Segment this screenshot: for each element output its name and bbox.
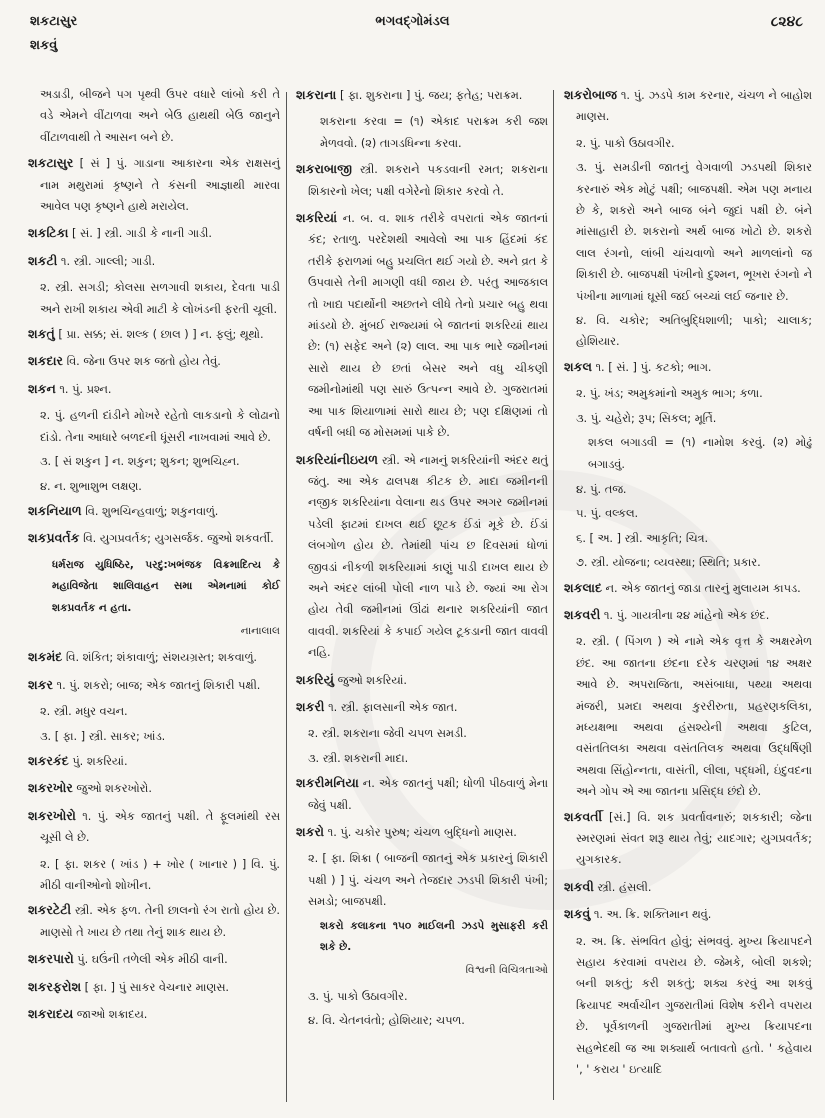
headword: શકટી <box>28 252 58 268</box>
usage-quote: ધર્મરાજ યુધિષ્ઠિર, પરદુ:ખભંજક વિક્રમાદિત્ય કે મહાવિજેતા શાલિવાહન સમા એમનામાં કોઈ શકપ્રવર્તક ન હતા. <box>52 558 280 614</box>
headword: શકરીમનિયા <box>296 775 359 791</box>
definition: વિ. શંકિત; શંકાવાળું; સંશયગ્રસ્ત; શકવાળું. <box>62 651 257 665</box>
dictionary-entry <box>28 976 280 998</box>
dictionary-entry <box>28 948 280 970</box>
dictionary-entry <box>28 378 280 400</box>
dictionary-entry <box>28 777 280 799</box>
headword: શકન <box>28 380 56 396</box>
headword: શકટાસુર <box>28 155 74 171</box>
headword: શકતું <box>28 326 55 342</box>
headword: શકરી <box>296 698 325 714</box>
dictionary-entry <box>296 696 548 718</box>
dictionary-entry <box>564 876 812 898</box>
dictionary-entry <box>296 207 548 443</box>
sense-definition: ૪. વિ. ચકોર; અતિબુદ્ધિશાળી; પાકો; ચાલાક; હોશિયાર. <box>576 314 812 349</box>
headword: શકનિયાળ <box>28 502 82 518</box>
dictionary-entry <box>564 577 812 599</box>
headword: શકરફરોશ <box>28 978 82 994</box>
sense-definition: ૪. વિ. ચેતનવંતો; હોશિયાર; ચપળ. <box>308 1014 465 1028</box>
sense-definition: ૨. સ્ત્રી. ( પિંગળ ) એ નામે એક વૃત્ત કે અક્ષરમેળ છંદ. આ જાતના છંદના દરેક ચરણમાં ૧૪ અક્ષર આવે છે. અપરાજિતા, અસંબાધા, પથ્યા અથવા મંજરી, પ્રમદા અથવા કુરરીરુતા, પ્રહરણકલિકા, મધ્યક્ષભા અથવા હંસશ્યેની અથવા કુટિલ, વસંતતિલકા અથવા વસંતતિલક અથવા ઉદ્ધર્ષિણી અથવા સિંહોન્નતા, વાસંતી, લીલા, પદ્ધમી, ઇંદુવદના અને ગોપ એ આ જાતના પ્રસિદ્ધ છંદો છે. <box>576 635 812 799</box>
dictionary-entry <box>296 449 548 664</box>
column-2 <box>296 84 548 1035</box>
headword: શકરિયાં <box>296 210 338 226</box>
definition: જુઓ શકરખોરો. <box>72 782 152 796</box>
headword: શકરિયાંનીઇયળ <box>296 451 378 467</box>
dictionary-entry <box>296 669 548 691</box>
definition: ન. બ. વ. શાક તરીકે વપરાતાં એક જાતનાં કંદ; રતાળુ. પરદેશથી આવેલો આ પાક હિંદમાં કંદ તરીકે ફરાળમાં બહુ પ્રચલિત થઈ ગયો છે. અને વ્રત કે ઉપવાસે તેની માગણી વધી જાય છે. પરંતુ આજકાલ તો ખાદ્ય પદાર્થોની અછતને લીધે તેનો પ્રચાર બહુ થવા માંડયો છે. મુંબઈ રાજ્યમાં બે જાતનાં શકરિયાં થાય છે: (૧) સફેદ અને (૨) લાલ. આ પાક ભારે જમીનમાં સારો થાય છે છતાં બેસર અને વધુ ચીકણી જમીનોમાંથી પણ સારું ઉત્પન્ન આવે છે. ગુજરાતમાં આ પાક શિયાળામાં સારો થાય છે; પણ દક્ષિણમાં તો વર્ષની બધી જ મોસમમાં પાકે છે. <box>308 212 548 440</box>
page-header <box>0 0 825 36</box>
sense-definition: ૭. સ્ત્રી. યોજના; વ્યવસ્થા; સ્થિતિ; પ્રકાર. <box>576 556 761 570</box>
headword: શકવી <box>564 878 594 894</box>
column-divider <box>553 90 554 1100</box>
quote-source: વિશ્વની વિચિત્રતાઓ <box>465 964 548 977</box>
sense-definition: ૪. પું. તજ. <box>576 482 627 496</box>
headword: શકરકંદ <box>28 752 69 768</box>
dictionary-entry <box>28 350 280 372</box>
headword: શકરખોરો <box>28 807 76 823</box>
sense-definition: ૩. પું. સમડીની જાતનું વેગવાળી ઝડપથી શિકાર કરનારું એક મોટું પક્ષી; બાજપક્ષી. એમ પણ મનાય છે કે, શકરો અને બાજ બંને જુદાં પક્ષી છે. બંને માંસાહારી છે. શકરાનો અર્થ બાજ ખોટો છે. શકરો લાલ રંગનો, લાંબી ચાંચવાળો અને માળલાંનો જ શિકારી છે. બાજપક્ષી પંખીનો દુશ્મન, ભૂખરા રંગનો ને પંખીના માળામાં ઘૂસી જઈ બચ્ચાં લઈ જનાર છે. <box>576 161 812 303</box>
definition: પું. શકરિયાં. <box>68 754 128 768</box>
dictionary-entry <box>28 899 280 943</box>
sense-definition: ૨. પું. હળની દાંડીને મોખરે રહેતો લાકડાનો કે લોઢાનો દાંડો. તેના આધારે બળદની ધૂંસરી નાખવામાં આવે છે. <box>40 409 280 444</box>
second-guideword: શકવું <box>30 38 58 53</box>
sense-definition: ૨. પું. પાકો ઉઠાવગીર. <box>576 136 675 150</box>
definition: ન. એક જાતનું પક્ષી; ધોળી પીઠવાળું મેના જેવું પક્ષી. <box>308 777 548 812</box>
sense-definition: ૨. પું. ખંડ; અમુકમાંનો અમુક ભાગ; કળા. <box>576 387 763 401</box>
dictionary-entry <box>28 500 280 522</box>
definition: ૧. પું. પ્રશ્ન. <box>55 382 112 396</box>
headword: શકવર્તી <box>564 808 603 824</box>
definition: ૧. અ. ક્રિ. શક્તિમાન થવું. <box>590 908 712 922</box>
dictionary-entry <box>28 222 280 244</box>
dictionary-entry <box>564 604 812 626</box>
dictionary-entry <box>564 84 812 128</box>
sense-definition: ૬. [ અ. ] સ્ત્રી. આકૃતિ; ચિત્ર. <box>576 531 709 545</box>
sense-definition: ૨. સ્ત્રી. મધુર વચન. <box>40 705 128 719</box>
definition: [સં.] વિ. શક પ્રવર્તાવનારું; શકકારી; જેના સ્મરણમાં સંવત શરૂ થાય તેવું; યાદગાર; યુગપ્રવર્તક; યુગકારક. <box>576 810 812 867</box>
dictionary-title: ભગવદ્ગોમંડલ <box>375 14 450 29</box>
dictionary-entry <box>296 84 548 106</box>
dictionary-entry <box>296 772 548 816</box>
dictionary-entry <box>296 821 548 843</box>
sense-definition: ૨. [ ફા. શકર ( ખાંડ ) + ખોર ( ખાનાર ) ] વિ. પું. મીઠી વાનીઓનો શોખીન. <box>40 857 280 892</box>
column-1 <box>28 84 280 1030</box>
page-number: ૮૨૪૮ <box>770 14 803 30</box>
sense-definition: ૨. અ. ક્રિ. સંભવિત હોવું; સંભવવું. મુખ્ય ક્રિયાપદને સહાય કરવામાં વપરાય છે. જેમકે, બોલી શકશે; બની શકતું; કરી શકતું; શક્ય કરવું આ શકવું ક્રિયાપદ અર્વાચીન ગુજરાતીમાં વિશેષ કરીને વપરાય છે. પૂર્વકાળની ગુજરાતીમાં મુખ્ય ક્રિયાપદના સહભેદથી જ આ શક્યાર્થ બતાવતો હતો. ' કહેવાય ', ' કરાય ' ઇત્યાદિ <box>576 934 812 1077</box>
dictionary-entry <box>564 903 812 925</box>
definition: ૧. પું. ઝડપે કામ કરનાર, ચંચળ ને બાહોશ માણસ. <box>576 89 812 124</box>
idiom-phrase: શકલ બગાડવી = (૧) નામોશ કરવું. (૨) મોઢું બગાડવું. <box>588 436 812 471</box>
definition: ૧. પું. ગાયત્રીના ૨૪ માંહેનો એક છંદ. <box>600 608 770 622</box>
headword: શકરાદય <box>28 1006 74 1022</box>
idiom-phrase: શકરાના કરવા = (૧) એકાદ પરાક્રમ કરી જશ મેળવવો. (૨) તાગડધિન્ના કરવા. <box>320 115 548 150</box>
definition: વિ. શુભચિન્હવાળું; શકુનવાળું. <box>81 504 219 518</box>
definition: ૧. પું. ચકોર પુરુષ; ચંચળ બુદ્ધિનો માણસ. <box>324 826 517 839</box>
definition: ૧. પું. એક જાતનું પક્ષી. તે ફૂલમાંથી રસ ચૂસી લે છે. <box>40 809 280 845</box>
definition: વિ. યુગપ્રવર્તક; યુગસર્જક. જુઓ શકવર્તી. <box>79 532 274 546</box>
sense-definition: ૩. સ્ત્રી. શકરાની માદા. <box>308 751 409 765</box>
definition: [ પ્રા. સક્ક; સં. શલ્ક ( છાલ ) ] ન. ફલું; થૂથો. <box>54 328 264 342</box>
headword: શકરપારો <box>28 951 74 967</box>
sense-definition: ૩. [ ફા. ] સ્ત્રી. સાકર; ખાંડ. <box>40 729 166 743</box>
definition: સ્ત્રી. એ નામનું શકરિયાંની અંદર થતું જંતુ. આ એક ઢાલપક્ષ કીટક છે. માદા જમીનની નજીક શકરિયાંના વેલાના થડ ઉપર અગર જમીનમાં પડેલી ફાટમાં દાખલ થઈ છૂટક ઈંડાં મૂકે છે. ઈંડાં લંબગોળ હોય છે. તેમાંથી પાંચ છ દિવસમાં ધોળાં જીવડાં નીકળી શકરિયામાં કાણું પાડી દાખલ થાય છે અને અંદર લાંબી પોલી નાળ પાડે છે. જ્યાં આ રોગ હોય તેવી જમીનમાં ઊંઢાં થનાર શકરિયાંની જાત વાવવી. શકરિયાં કે કપાઈ ગયેલ ટૂકડાની જાત વાવવી નહિ. <box>308 453 548 660</box>
definition: [ ફા. ] પું સાકર વેચનાર માણસ. <box>81 980 229 994</box>
definition: ૧. [ સં. ] પું. કટકો; ભાગ. <box>591 360 712 374</box>
headword: શકરખોર <box>28 780 73 796</box>
dictionary-entry <box>564 806 812 871</box>
sense-definition: ૨. સ્ત્રી. સગડી; કોલસા સળગાવી શકાય, દેવતા પાડી અને રાખી શકાય એવી માટી કે લોખંડની ફરતી ચૂલી. <box>40 281 280 316</box>
definition: ૧. સ્ત્રી. ફાલસાની એક જાત. <box>324 700 458 714</box>
dictionary-entry <box>28 805 280 849</box>
dictionary-entry <box>28 323 280 345</box>
dictionary-entry <box>28 646 280 668</box>
headword: શકવું <box>564 906 591 922</box>
headword: શકમંદ <box>28 649 63 665</box>
column-3 <box>564 84 812 1083</box>
dictionary-entry <box>28 152 280 217</box>
sense-definition: ૩. [ સં શકુન ] ન. શકુન; શુકન; શુભચિહ્ન. <box>40 455 240 469</box>
headword: શકટિકા <box>28 225 69 241</box>
definition: જુઓ શકરિયાં. <box>334 673 407 687</box>
definition: ૧. પું. શકરો; બાજ; એક જાતનું શિકારી પક્ષી. <box>52 678 261 692</box>
dictionary-entry <box>564 356 812 378</box>
dictionary-entry <box>28 250 280 272</box>
headword: શકવરી <box>564 606 601 622</box>
dictionary-entry <box>28 1003 280 1025</box>
definition: સ્ત્રી. શકરાને પકડવાની રમત; શકરાના શિકારનો ખેલ; પક્ષી વગેરેનો શિકાર કરવો તે. <box>308 163 548 198</box>
definition: ૧. સ્ત્રી. ગાલ્લી; ગાડી. <box>57 254 156 268</box>
definition: [ સં ] પું. ગાડાના આકારના એક રાક્ષસનું નામ મથુરામાં કૃષ્ણને તે કંસની આજ્ઞાથી મારવા આવેલ પણ કૃષ્ણને હાથે મરાયેલ. <box>40 157 280 214</box>
definition: [ સં. ] સ્ત્રી. ગાડી કે નાની ગાડી. <box>68 227 212 241</box>
headword: શકરો <box>296 824 325 839</box>
quote-source: નાનાલાલ <box>240 624 280 637</box>
sense-definition: ૩. પું. ચહેરો; રૂપ; સિકલ; મૂર્તિ. <box>576 411 717 425</box>
definition: ન. એક જાતનું જાડા તારનું મુલાયમ કાપડ. <box>601 581 801 595</box>
dictionary-entry <box>28 527 280 549</box>
usage-quote: શકરો કલાકના ૧૫૦ માઈલની ઝડપે મુસાફરી કરી શકે છે. <box>320 919 548 954</box>
sense-definition: ૨. [ ફા. શિક્રા ( બાજની જાતનું એક પ્રકારનું શિકારી પક્ષી ) ] પું. ચંચળ અને તેજદાર ઝડપી શિકારી પંખી; સમડો; બાજપક્ષી. <box>308 852 548 909</box>
sense-definition: ૪. ન. શુભાશુભ લક્ષણ. <box>40 479 142 493</box>
sense-definition: ૫. પું. વલ્કલ. <box>576 507 639 521</box>
definition: સ્ત્રી. હંસલી. <box>593 880 652 894</box>
headword: શકપ્રવર્તક <box>28 530 80 546</box>
headword: શકલ <box>564 358 592 374</box>
continued-text: અડાડી, બીજને પગ પૃથ્વી ઉપર વધારે લાંબો કરી તે વડે એમને વીંટાળવા અને બેઉ હાથથી બેઉ જાનુને વીંટાળવાથી તે આસન બને છે. <box>40 88 280 144</box>
dictionary-entry <box>296 158 548 202</box>
dictionary-entry <box>28 750 280 772</box>
headword: શકરાના <box>296 87 337 102</box>
definition: [ ફા. શુકરાના ] પું. જય; ફતેહ; પરાક્રમ. <box>336 89 523 102</box>
definition: સ્ત્રી. એક ફળ. તેની છાલનો રંગ રાતો હોય છે. માણસો તે ખાય છે તથા તેનું શાક થાય છે. <box>40 904 280 939</box>
headword: શકદાર <box>28 353 63 369</box>
headword: શકરાબાજી <box>296 161 352 177</box>
sense-definition: ૩. પું. પાકો ઉઠાવગીર. <box>308 989 408 1003</box>
dictionary-entry <box>28 674 280 696</box>
headword: શકરિયું <box>296 671 334 687</box>
sense-definition: ૨. સ્ત્રી. શકરાના જેવી ચપળ સમડી. <box>308 727 467 741</box>
definition: જાઓ શક્રાદય. <box>73 1008 148 1022</box>
headword: શકર <box>28 676 53 692</box>
column-divider <box>286 92 287 1102</box>
headword: શકલાદ <box>564 579 602 595</box>
definition: વિ. જેના ઉપર શક જતો હોય તેવું. <box>62 355 221 369</box>
definition: પું. ઘઉંની તળેલી એક મીઠી વાની. <box>73 953 228 967</box>
left-guideword: શકટાસુર <box>30 14 78 29</box>
headword: શકરોબાજ <box>564 87 617 102</box>
headword: શકરટેટી <box>28 902 72 918</box>
